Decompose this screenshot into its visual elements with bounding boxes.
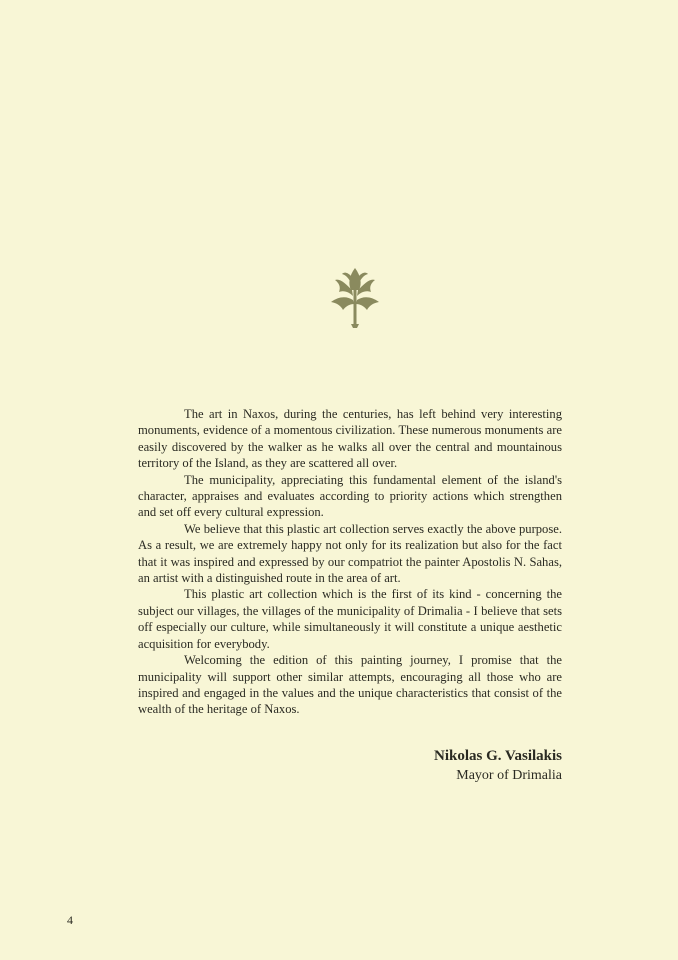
fleur-de-lis-ornament-icon — [327, 266, 383, 330]
letter-body — [138, 406, 562, 718]
signatory-name: Nikolas G. Vasilakis — [434, 748, 562, 764]
paragraph: Welcoming the edition of this painting journey, I promise that the municipality will support other similar attempts, encouraging all those who are inspired and engaged in the values and the unique characteristics that consist of the wealth of the heritage of Naxos. — [138, 653, 562, 717]
signature-block — [434, 746, 562, 786]
page-number: 4 — [67, 913, 73, 927]
paragraph: The municipality, appreciating this fundamental element of the island's character, appraises and evaluates according to priority actions which strengthen and set off every cultural expression. — [138, 472, 562, 520]
paragraph: The art in Naxos, during the centuries, has left behind very interesting monuments, evidence of a momentous civilization. These numerous monuments are easily discovered by the walker as he walks all over the central and mountainous territory of the Island, as they are scattered all over. — [138, 407, 562, 471]
signatory-title: Mayor of Drimalia — [456, 768, 562, 783]
paragraph: We believe that this plastic art collection serves exactly the above purpose. As a result, we are extremely happy not only for its realization but also for the fact that it was inspired and expressed by our compatriot the painter Apostolis N. Sahas, an artist with a distinguished route in the area of art. — [138, 521, 562, 586]
paragraph: This plastic art collection which is the first of its kind - concerning the subject our villages, the villages of the municipality of Drimalia - I believe that sets off especially our culture, while simultaneously it will constitute a unique aesthetic acquisition for everybody. — [138, 587, 562, 651]
